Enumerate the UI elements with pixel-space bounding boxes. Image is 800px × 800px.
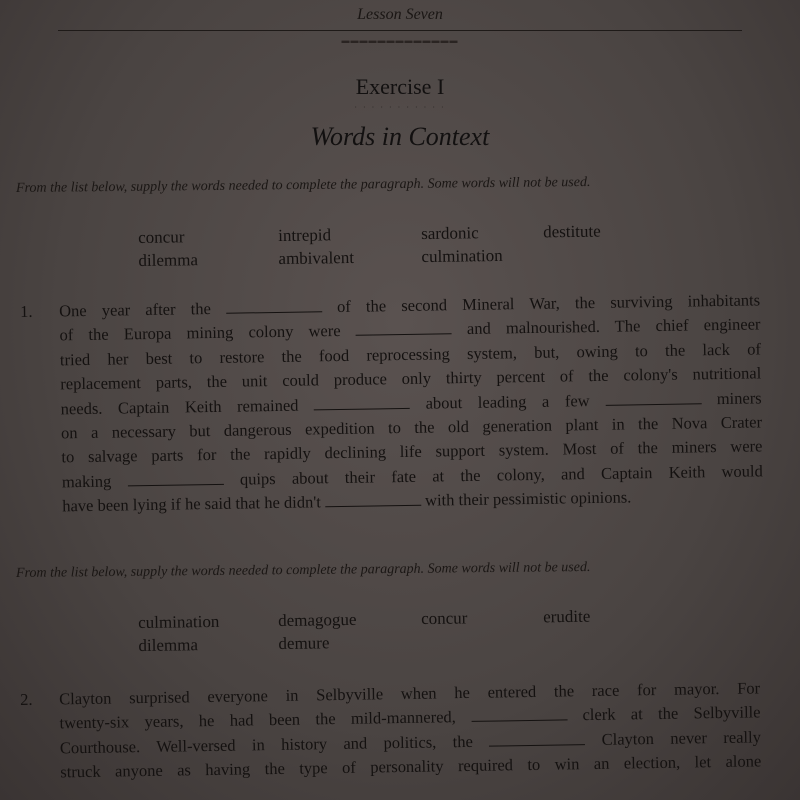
text-line: making quips about their fate at the colony, and Captain Keith would [61, 461, 763, 492]
word-item: sardonic [421, 223, 479, 244]
section1-paragraph [20, 288, 763, 519]
text-line: to salvage parts for the rapidly declining life support system. Most of the miners were [61, 436, 763, 467]
word-item: demure [278, 633, 330, 654]
section1-instruction: From the list below, supply the words needed to complete the paragraph. Some words will not be used. [15, 174, 591, 196]
word-item: ambivalent [278, 247, 355, 269]
word-item: culmination [421, 245, 503, 267]
word-item: intrepid [278, 225, 332, 246]
section2-wordlist [138, 604, 664, 657]
paragraph-number: 2. [20, 689, 33, 709]
word-item: dilemma [138, 635, 199, 655]
answer-blank[interactable] [471, 706, 567, 723]
header-rule [58, 30, 742, 31]
heading-dots: · · · · · · · · · · · [354, 103, 446, 112]
answer-blank[interactable] [226, 297, 322, 314]
answer-blank[interactable] [489, 730, 585, 747]
paragraph-number: 1. [20, 301, 33, 321]
answer-blank[interactable] [356, 320, 452, 337]
text-line: replacement parts, the unit could produce only thirty percent of the colony's nutritional [60, 363, 762, 394]
header-ornament: ▬▬▬▬▬▬▬▬▬▬▬▬▬ [341, 36, 459, 45]
text-line: One year after the of the second Mineral War, the surviving inhabitants [59, 290, 761, 321]
word-item: concur [421, 608, 468, 629]
text-line: twenty-six years, he had been the mild-mannered, clerk at the Selbyville [59, 702, 761, 733]
word-item: dilemma [138, 250, 199, 270]
text-line: Courthouse. Well-versed in history and politics, the Clayton never really [59, 727, 762, 758]
word-item: demagogue [278, 609, 357, 631]
word-item: concur [138, 227, 185, 247]
answer-blank[interactable] [605, 389, 701, 406]
text-line: Clayton surprised everyone in Selbyville when he entered the race for mayor. For [59, 678, 761, 709]
section2-instruction: From the list below, supply the words needed to complete the paragraph. Some words will not be used. [15, 559, 591, 581]
text-line: tried her best to restore the food reprocessing system, but, owing to the lack of [59, 339, 762, 370]
text-line: needs. Captain Keith remained about leading a few miners [60, 387, 762, 418]
word-item: destitute [542, 221, 601, 242]
text-line: of the Europa mining colony were and malnourished. The chief engineer [59, 314, 761, 345]
exercise-subtitle: Words in Context [310, 122, 490, 151]
exercise-heading: Exercise I [355, 74, 445, 99]
answer-blank[interactable] [127, 470, 223, 487]
header-title: Lesson Seven [357, 6, 443, 23]
text-line: on a necessary but dangerous expedition to the old generation plant in the Nova Crater [60, 412, 763, 443]
word-item: erudite [542, 606, 591, 627]
answer-blank[interactable] [325, 491, 421, 508]
text-line: have been lying if he said that he didn't with their pessimistic opinions. [62, 487, 632, 516]
text-line: struck anyone as having the type of personality required to win an election, let alone [60, 751, 762, 782]
section1-wordlist [138, 219, 664, 272]
section2-paragraph [20, 676, 761, 785]
word-item: culmination [138, 611, 220, 632]
answer-blank[interactable] [314, 394, 410, 411]
